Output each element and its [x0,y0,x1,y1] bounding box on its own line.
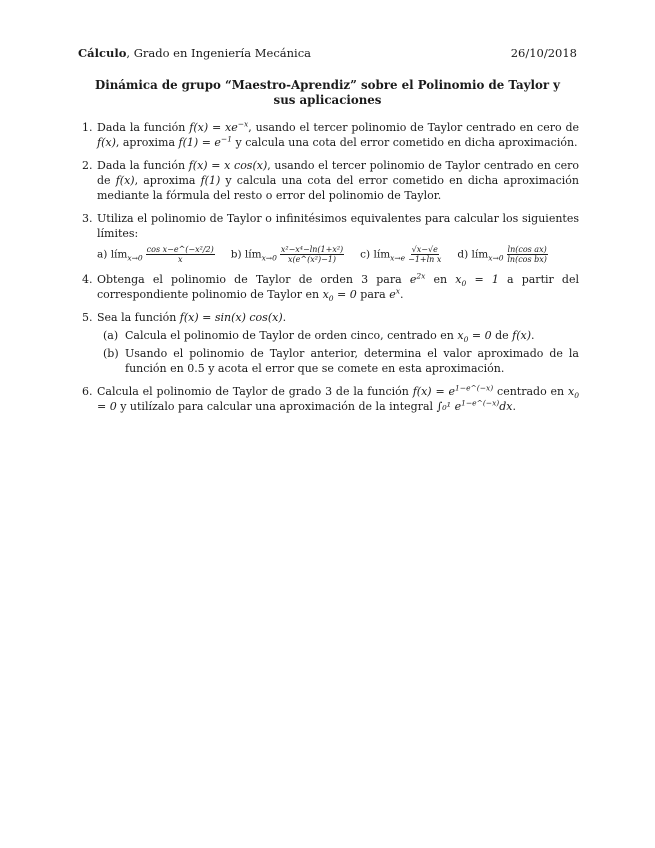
limits-row [97,245,579,264]
exercise-1: 1. Dada la función $f(x) = xe^{-x}$, usando el tercer polinomio de Taylor centrado en cero de f(x), aproxima $f(1) = e^{-1}$ y calcula una cota del error cometido en dicha aproximación. [82,119,580,149]
date: 26/10/2018 [510,46,577,60]
limit-b: b) lím$_{x\to 0}$ $\frac{\text{x²−x⁴−ln(1+x²)}}{\text{x(e\textasciicircum{}(x²)−1)}}$ [230,245,344,264]
exercise-list [82,120,579,422]
exercise-6: 6. Calcula el polinomio de Taylor de grado 3 de la función $f(x) = e^{1-e\^{}(-x)}$ centrado en $x_0 = 0$ y utilízalo para calcular una aproximación de la integral ∫₀¹ $e^{1-e\^{}(-x)}dx$. [82,383,579,413]
exercise-3: 3. Utiliza el polinomio de Taylor o infinitésimos equivalentes para calcular los siguientes límites: a) lím$_{x\to 0}$ $\frac{\text{cos x−e\textasciicircum{}(−x²/2)}}{x}$ b) lím$_{x\to 0}$ $\frac{\text{x²−x⁴−ln(1+x²)}}{\text{x(e\textasciicircum{}(x²)−1)}}$ c) lím$_{x\to e}$ $\frac{√x-√e}{\text{−1+ln x}}$ d) lím$_{x\to 0}$ $\frac{\text{ln(cos ax)}}{\text{ln(cos bx)}}$ [82,212,579,264]
exercise-2: 2. Dada la función f(x) = x cos(x), usando el tercer polinomio de Taylor centrado en cero de f(x), aproxima f(1) y calcula una cota del error cometido en dicha aproximación mediante la fórmula del resto o error del polinomio de Taylor. [82,159,580,202]
exercise-5b: (b) Usando el polinomio de Taylor anterior, determina el valor aproximado de la función en 0.5 y acota el error que se comete en esta aproximación. [103,347,579,375]
limit-a: a) lím$_{x\to 0}$ $\frac{\text{cos x−e\textasciicircum{}(−x²/2)}}{x}$ [97,245,214,264]
limit-d: d) lím$_{x\to 0}$ $\frac{\text{ln(cos ax)}}{\text{ln(cos bx)}}$ [457,245,547,264]
course-label: Cálculo, Grado en Ingeniería Mecánica [78,46,312,60]
document-title: Dinámica de grupo “Maestro-Aprendiz” sobre el Polinomio de Taylor y sus aplicaciones [94,78,561,107]
exercise-5a: (a) Calcula el polinomio de Taylor de orden cinco, centrado en $x_0 = 0$ de f(x). [103,329,535,345]
exercise-5: 5. Sea la función f(x) = sin(x) cos(x). (a) Calcula el polinomio de Taylor de orden cinco, centrado en $x_0 = 0$ de f(x). (b) Usando el polinomio de Taylor anterior, determina el valor aproximado de la función en 0.5 y acota el error que se comete en esta aproximación. [82,311,579,375]
exercise-4: 4. Obtenga el polinomio de Taylor de orden 3 para $e^{2x}$ en $x_0 = 1$ a partir del correspondiente polinomio de Taylor en $x_0 = 0$ para $e^x$. [82,271,579,304]
limit-c: c) lím$_{x\to e}$ $\frac{√x-√e}{\text{−1+ln x}}$ [360,245,442,264]
header [78,46,577,60]
